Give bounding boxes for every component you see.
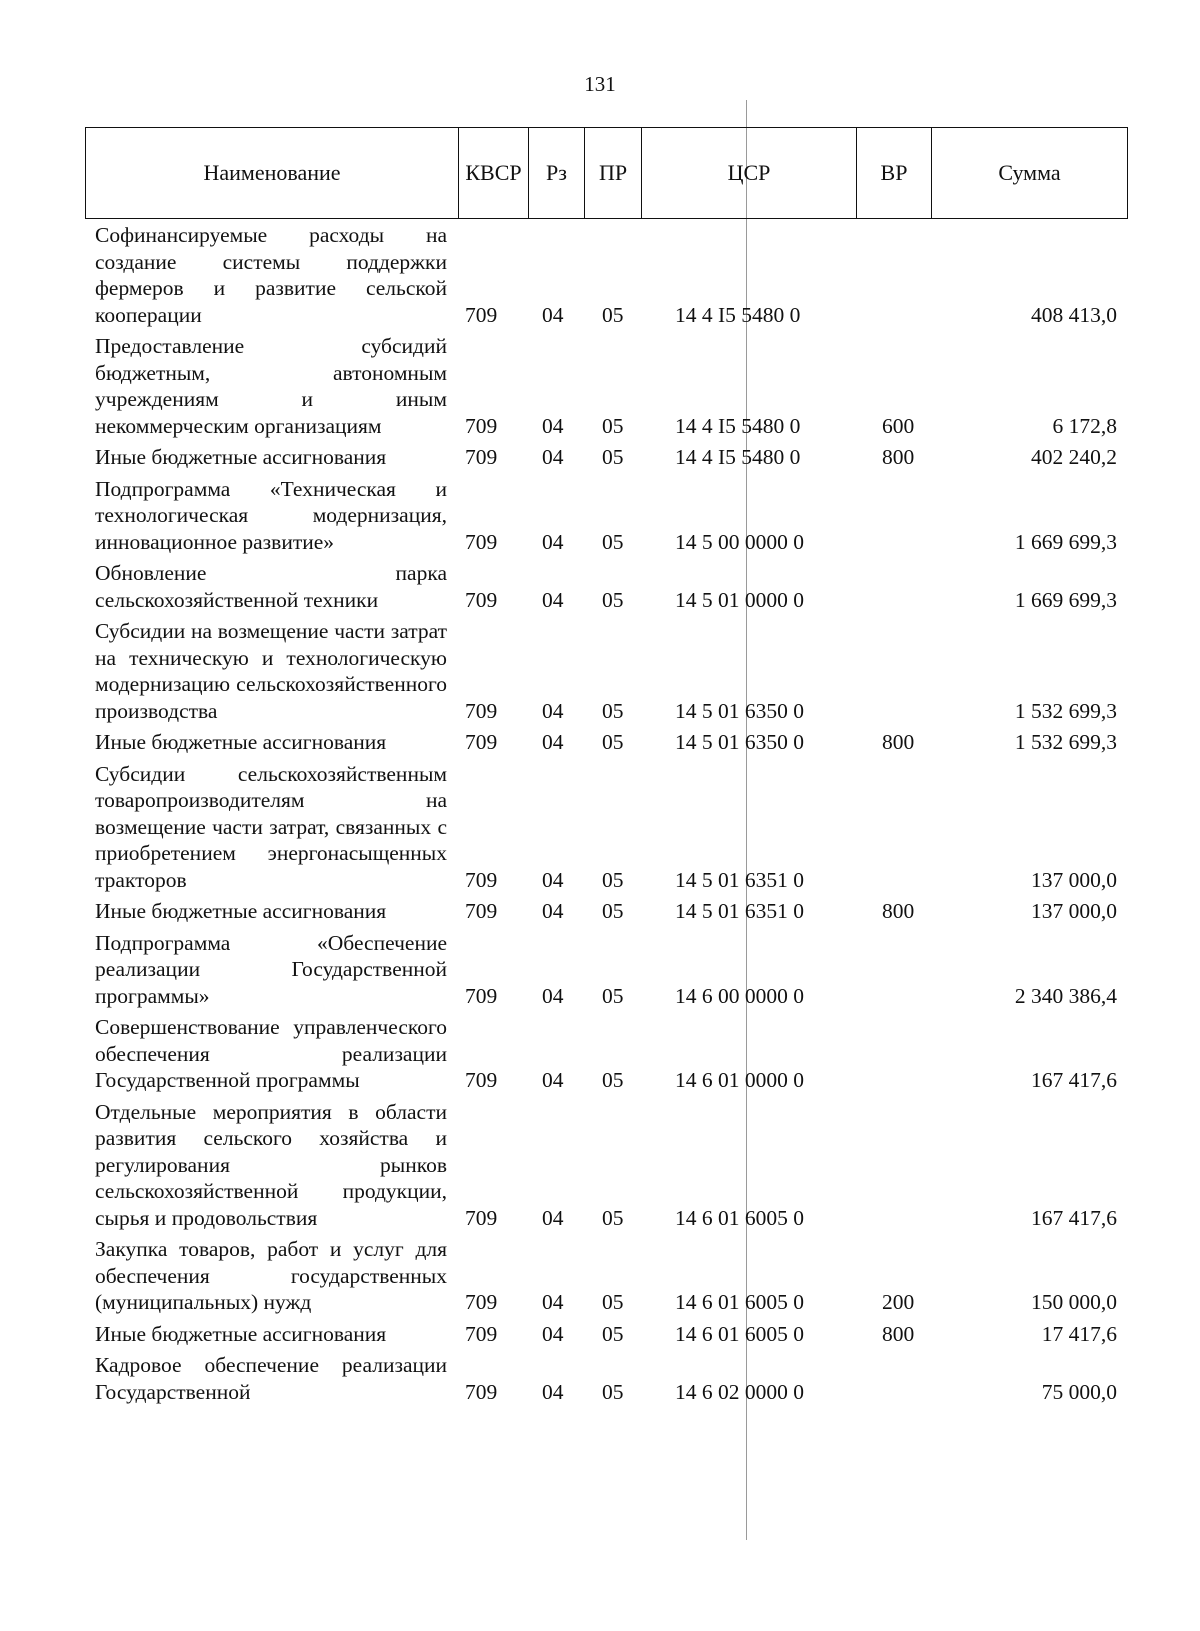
row-name: Субсидии на возмещение части затрат на техническую и технологическую модернизацию сельскохозяйственного производства xyxy=(95,619,447,723)
row-rz: 04 xyxy=(542,529,564,554)
row-sum: 17 417,6 xyxy=(1041,1321,1117,1346)
row-vr: 800 xyxy=(882,730,915,754)
row-kvsr: 709 xyxy=(465,867,498,892)
row-csr: 14 6 01 6005 0 xyxy=(675,1321,804,1346)
row-csr: 14 6 00 0000 0 xyxy=(675,983,804,1008)
row-rz: 04 xyxy=(542,1379,564,1404)
row-sum: 137 000,0 xyxy=(1031,899,1117,923)
header-csr: ЦСР xyxy=(642,128,857,218)
table-row xyxy=(95,560,1125,613)
row-csr: 14 4 I5 5480 0 xyxy=(675,302,801,327)
row-sum: 137 000,0 xyxy=(1031,867,1117,892)
row-csr: 14 5 01 6350 0 xyxy=(675,698,804,723)
table-row xyxy=(95,222,1125,328)
row-pr: 05 xyxy=(602,1321,624,1346)
row-pr: 05 xyxy=(602,1068,624,1092)
row-vr: 800 xyxy=(882,445,915,469)
row-name: Кадровое обеспечение реализации Государственной xyxy=(95,1353,447,1404)
row-pr: 05 xyxy=(602,445,624,469)
row-name: Софинансируемые расходы на создание системы поддержки фермеров и развитие сельской кооперации xyxy=(95,223,447,327)
row-sum: 1 669 699,3 xyxy=(1014,529,1117,554)
row-name: Отдельные мероприятия в области развития сельского хозяйства и регулирования рынков сельскохозяйственной продукции, сырья и продовольствия xyxy=(95,1099,447,1230)
row-rz: 04 xyxy=(542,1068,564,1092)
row-kvsr: 709 xyxy=(465,302,498,327)
row-pr: 05 xyxy=(602,1379,624,1404)
row-vr: 200 xyxy=(882,1290,915,1314)
row-kvsr: 709 xyxy=(465,1290,498,1314)
header-kvsr: КВСР xyxy=(459,128,529,218)
table-row xyxy=(95,1014,1125,1094)
row-name: Иные бюджетные ассигнования xyxy=(95,1321,387,1346)
row-sum: 2 340 386,4 xyxy=(1014,983,1117,1008)
row-pr: 05 xyxy=(602,529,624,554)
row-vr: 800 xyxy=(882,1321,915,1346)
row-rz: 04 xyxy=(542,302,564,327)
row-sum: 408 413,0 xyxy=(1031,302,1117,327)
row-name: Подпрограмма «Обеспечение реализации Государственной программы» xyxy=(95,930,447,1008)
row-rz: 04 xyxy=(542,445,564,469)
row-rz: 04 xyxy=(542,698,564,723)
row-sum: 167 417,6 xyxy=(1031,1205,1117,1230)
row-name: Совершенствование управленческого обеспечения реализации Государственной программы xyxy=(95,1015,447,1092)
table-row xyxy=(95,333,1125,439)
table-row xyxy=(95,930,1125,1010)
row-pr: 05 xyxy=(602,1290,624,1314)
table-row xyxy=(95,618,1125,724)
row-csr: 14 5 00 0000 0 xyxy=(675,529,804,554)
table-row xyxy=(95,761,1125,894)
table-row xyxy=(95,729,1125,756)
row-rz: 04 xyxy=(542,413,564,438)
row-name: Предоставление субсидий бюджетным, автономным учреждениям и иным некоммерческим организациям xyxy=(95,334,447,438)
page-number: 131 xyxy=(584,72,616,96)
header-sum: Сумма xyxy=(998,160,1061,185)
row-csr: 14 5 01 6351 0 xyxy=(675,867,804,892)
table-row xyxy=(95,1099,1125,1232)
row-pr: 05 xyxy=(602,899,624,923)
row-csr: 14 4 I5 5480 0 xyxy=(675,445,801,469)
row-kvsr: 709 xyxy=(465,587,498,612)
row-csr: 14 4 I5 5480 0 xyxy=(675,413,801,438)
row-csr: 14 5 01 6351 0 xyxy=(675,899,804,923)
table-row xyxy=(95,1321,1125,1348)
header-name: Наименование xyxy=(86,128,459,218)
row-name: Иные бюджетные ассигнования xyxy=(95,730,387,754)
row-sum: 1 532 699,3 xyxy=(1014,698,1117,723)
row-pr: 05 xyxy=(602,698,624,723)
row-vr: 600 xyxy=(882,413,915,438)
row-csr: 14 6 01 6005 0 xyxy=(675,1205,804,1230)
row-rz: 04 xyxy=(542,867,564,892)
row-csr: 14 6 01 0000 0 xyxy=(675,1068,804,1092)
row-rz: 04 xyxy=(542,1290,564,1314)
row-rz: 04 xyxy=(542,587,564,612)
row-name: Субсидии сельскохозяйственным товаропроизводителям на возмещение части затрат, связанных с приобретением энергонасыщенных тракторов xyxy=(95,761,447,892)
row-pr: 05 xyxy=(602,730,624,754)
row-sum: 167 417,6 xyxy=(1031,1068,1117,1092)
row-sum: 6 172,8 xyxy=(1052,413,1117,438)
row-sum: 402 240,2 xyxy=(1031,445,1117,469)
row-kvsr: 709 xyxy=(465,983,498,1008)
row-sum: 1 669 699,3 xyxy=(1014,587,1117,612)
header-pr: ПР xyxy=(585,128,642,218)
row-kvsr: 709 xyxy=(465,529,498,554)
row-rz: 04 xyxy=(542,1321,564,1346)
row-kvsr: 709 xyxy=(465,1321,498,1346)
row-kvsr: 709 xyxy=(465,899,498,923)
row-kvsr: 709 xyxy=(465,1205,498,1230)
row-sum: 1 532 699,3 xyxy=(1014,730,1117,754)
row-csr: 14 5 01 6350 0 xyxy=(675,730,804,754)
row-name: Обновление парка сельскохозяйственной техники xyxy=(95,561,447,612)
table-row xyxy=(95,1236,1125,1316)
row-csr: 14 6 01 6005 0 xyxy=(675,1290,804,1314)
row-rz: 04 xyxy=(542,730,564,754)
row-kvsr: 709 xyxy=(465,730,498,754)
row-name: Иные бюджетные ассигнования xyxy=(95,445,387,469)
row-csr: 14 5 01 0000 0 xyxy=(675,587,804,612)
row-name: Иные бюджетные ассигнования xyxy=(95,899,387,923)
row-csr: 14 6 02 0000 0 xyxy=(675,1379,804,1404)
row-pr: 05 xyxy=(602,1205,624,1230)
row-pr: 05 xyxy=(602,587,624,612)
table-body xyxy=(95,222,1125,1410)
row-kvsr: 709 xyxy=(465,413,498,438)
header-vr: ВР xyxy=(857,128,932,218)
row-pr: 05 xyxy=(602,867,624,892)
row-name: Закупка товаров, работ и услуг для обеспечения государственных (муниципальных) нужд xyxy=(95,1237,447,1314)
row-pr: 05 xyxy=(602,413,624,438)
row-name: Подпрограмма «Техническая и технологическая модернизация, инновационное развитие» xyxy=(95,476,447,554)
table-row xyxy=(95,1352,1125,1405)
row-rz: 04 xyxy=(542,899,564,923)
row-kvsr: 709 xyxy=(465,698,498,723)
row-rz: 04 xyxy=(542,1205,564,1230)
table-row xyxy=(95,444,1125,471)
row-kvsr: 709 xyxy=(465,1068,498,1092)
row-vr: 800 xyxy=(882,899,915,923)
row-rz: 04 xyxy=(542,983,564,1008)
header-rz: Рз xyxy=(529,128,585,218)
row-pr: 05 xyxy=(602,983,624,1008)
table-row xyxy=(95,898,1125,925)
table-row xyxy=(95,476,1125,556)
row-pr: 05 xyxy=(602,302,624,327)
row-kvsr: 709 xyxy=(465,1379,498,1404)
row-kvsr: 709 xyxy=(465,445,498,469)
row-sum: 150 000,0 xyxy=(1031,1290,1117,1314)
row-sum: 75 000,0 xyxy=(1041,1379,1117,1404)
table-header xyxy=(85,127,1128,219)
